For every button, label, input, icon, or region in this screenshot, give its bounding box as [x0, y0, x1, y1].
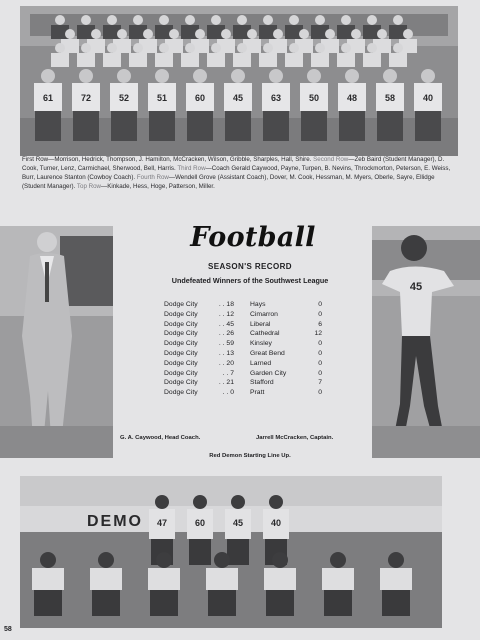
jersey-number: 45 [232, 93, 244, 103]
player-head [247, 29, 257, 39]
back-helmet [231, 495, 245, 509]
lineup-photo [20, 476, 442, 628]
score-row-opponent [250, 359, 322, 369]
opponent-name: Cimarron [250, 310, 278, 318]
back-helmet [269, 495, 283, 509]
lineman-legs [266, 590, 294, 616]
opponent-name: Stafford [250, 379, 274, 387]
player-head [143, 29, 153, 39]
player-head [55, 15, 65, 25]
player-head [107, 43, 117, 53]
score-row-opponent [250, 378, 322, 388]
lineman-helmet [388, 552, 404, 568]
player-body [259, 53, 277, 67]
back-jersey-number: 40 [270, 518, 282, 528]
jersey-number: 60 [194, 93, 206, 103]
second-row-label: Second Row [313, 156, 349, 163]
jersey-number: 52 [118, 93, 130, 103]
score-row-dodge-city [164, 378, 234, 388]
team-score: . . 20 [218, 359, 234, 367]
opponent-name: Larned [250, 359, 272, 367]
back-legs [189, 539, 211, 565]
player-head [159, 15, 169, 25]
player-head [193, 69, 207, 83]
jersey-number: 58 [384, 93, 396, 103]
player-head [41, 69, 55, 83]
score-row-opponent [250, 349, 322, 359]
jersey-number: 72 [80, 93, 92, 103]
team-score: . . 0 [222, 389, 234, 397]
player-head [185, 15, 195, 25]
score-row-dodge-city [164, 329, 234, 339]
player-head [211, 15, 221, 25]
score-row-opponent [250, 329, 322, 339]
player-head [421, 69, 435, 83]
jersey-number: 50 [308, 93, 320, 103]
player-head [299, 29, 309, 39]
player-head [269, 69, 283, 83]
player-body [129, 53, 147, 67]
player-head [377, 29, 387, 39]
player-head [91, 29, 101, 39]
lineman-legs [150, 590, 178, 616]
lineman-jersey [380, 568, 412, 590]
player-head [55, 43, 65, 53]
player-legs [301, 111, 327, 141]
score-row-dodge-city [164, 320, 234, 330]
player-body [285, 53, 303, 67]
opponent-name: Garden City [250, 369, 287, 377]
player-head [65, 29, 75, 39]
back-jersey-number: 45 [232, 518, 244, 528]
player-head [133, 43, 143, 53]
player-head [289, 43, 299, 53]
score-row-dodge-city [164, 339, 234, 349]
lineman-jersey [90, 568, 122, 590]
player-legs [111, 111, 137, 141]
team-score: . . 13 [218, 349, 234, 357]
score-row-opponent [250, 388, 322, 398]
captain-jersey-number: 45 [409, 281, 423, 293]
team-score: . . 45 [218, 320, 234, 328]
lineman-helmet [330, 552, 346, 568]
opponent-score: 0 [318, 349, 322, 357]
top-row-names: —Kinkade, Hess, Hoge, Patterson, Miller. [101, 182, 215, 190]
lineman-jersey [206, 568, 238, 590]
player-head [273, 29, 283, 39]
player-head [403, 29, 413, 39]
opponent-score: 12 [314, 330, 322, 338]
team-score: . . 21 [218, 379, 234, 387]
lineman-helmet [214, 552, 230, 568]
team-name: Dodge City [164, 359, 198, 367]
fourth-row-label: Fourth Row [136, 173, 169, 181]
player-head [345, 69, 359, 83]
team-name: Dodge City [164, 320, 198, 328]
lineman-jersey [322, 568, 354, 590]
team-photo [20, 6, 458, 156]
score-row-dodge-city [164, 300, 234, 310]
team-photo-caption [22, 156, 458, 192]
score-row-opponent [250, 320, 322, 330]
player-body [181, 53, 199, 67]
score-row-dodge-city [164, 388, 234, 398]
scores-opponent-column [250, 300, 322, 398]
player-head [263, 43, 273, 53]
stadium-sign-text: DEMO [87, 513, 143, 530]
team-name: Dodge City [164, 301, 198, 308]
score-row-dodge-city [164, 310, 234, 320]
player-legs [377, 111, 403, 141]
player-head [393, 43, 403, 53]
player-body [155, 53, 173, 67]
lineman-legs [34, 590, 62, 616]
player-head [185, 43, 195, 53]
back-legs [227, 539, 249, 565]
back-jersey-number: 60 [194, 518, 206, 528]
player-body [103, 53, 121, 67]
player-head [117, 29, 127, 39]
team-score: . . 26 [218, 330, 234, 338]
back-helmet [193, 495, 207, 509]
player-head [367, 43, 377, 53]
player-head [341, 15, 351, 25]
player-head [231, 69, 245, 83]
jersey-number: 63 [270, 93, 282, 103]
player-head [159, 43, 169, 53]
player-head [351, 29, 361, 39]
team-score: . . 18 [218, 301, 234, 308]
lineman-jersey [148, 568, 180, 590]
player-legs [225, 111, 251, 141]
player-head [237, 15, 247, 25]
lineman-legs [324, 590, 352, 616]
player-body [363, 53, 381, 67]
player-legs [149, 111, 175, 141]
lineman-legs [92, 590, 120, 616]
team-name: Dodge City [164, 389, 198, 397]
team-score: . . 7 [222, 369, 234, 377]
player-head [341, 43, 351, 53]
opponent-name: Liberal [250, 320, 271, 328]
player-head [81, 43, 91, 53]
player-body [77, 53, 95, 67]
player-head [117, 69, 131, 83]
score-row-opponent [250, 300, 322, 310]
player-body [207, 53, 225, 67]
score-row-opponent [250, 369, 322, 379]
opponent-name: Great Bend [250, 349, 285, 357]
third-row-label: Third Row [177, 164, 206, 172]
player-head [237, 43, 247, 53]
lineman-legs [208, 590, 236, 616]
score-row-opponent [250, 339, 322, 349]
player-head [155, 69, 169, 83]
page-number: 58 [4, 626, 12, 633]
lineman-jersey [264, 568, 296, 590]
player-legs [339, 111, 365, 141]
lineman-helmet [156, 552, 172, 568]
team-name: Dodge City [164, 330, 198, 338]
jersey-number: 51 [156, 93, 168, 103]
player-legs [263, 111, 289, 141]
player-legs [187, 111, 213, 141]
player-head [393, 15, 403, 25]
player-body [311, 53, 329, 67]
page-title: Football [190, 222, 316, 253]
team-name: Dodge City [164, 369, 198, 377]
player-head [133, 15, 143, 25]
scores-dodge-city-column [164, 300, 234, 398]
lineman-jersey [32, 568, 64, 590]
player-legs [415, 111, 441, 141]
opponent-score: 6 [318, 320, 322, 328]
player-head [221, 29, 231, 39]
back-jersey-number: 47 [156, 518, 168, 528]
player-head [315, 15, 325, 25]
opponent-score: 0 [318, 359, 322, 367]
score-row-opponent [250, 310, 322, 320]
opponent-name: Kinsley [250, 340, 272, 348]
lineman-helmet [272, 552, 288, 568]
player-head [383, 69, 397, 83]
first-row-names: —Morrison, Hedrick, Thompson, J. Hamilton, McCracken, Wilson, Gribble, Sharples, Hall, Shire. [48, 156, 312, 163]
opponent-name: Hays [250, 301, 266, 308]
score-row-dodge-city [164, 349, 234, 359]
opponent-name: Pratt [250, 389, 265, 397]
lineman-helmet [98, 552, 114, 568]
opponent-score: 7 [318, 379, 322, 387]
player-head [107, 15, 117, 25]
lineman-legs [382, 590, 410, 616]
first-row-label: First Row [22, 156, 49, 163]
player-head [315, 43, 325, 53]
lineman-helmet [40, 552, 56, 568]
score-row-dodge-city [164, 359, 234, 369]
third-row-names: —Coach Gerald Caywood, Payne, Turpen, B. Nevins, Throckmorton, Peterson, E. Weiss, Burr, Laurence Stanton (Cowboy Coach). [22, 164, 451, 181]
jersey-number: 48 [346, 93, 358, 103]
player-body [51, 53, 69, 67]
coach-photo [0, 226, 113, 458]
opponent-score: 0 [318, 369, 322, 377]
opponent-score: 0 [318, 310, 322, 318]
player-head [263, 15, 273, 25]
opponent-name: Cathedral [250, 330, 280, 338]
team-score: . . 12 [218, 310, 234, 318]
player-head [169, 29, 179, 39]
team-name: Dodge City [164, 379, 198, 387]
back-helmet [155, 495, 169, 509]
player-head [367, 15, 377, 25]
top-row-label: Top Row [76, 182, 101, 190]
player-legs [73, 111, 99, 141]
team-name: Dodge City [164, 349, 198, 357]
player-body [389, 53, 407, 67]
score-row-dodge-city [164, 369, 234, 379]
player-head [195, 29, 205, 39]
player-body [233, 53, 251, 67]
player-head [289, 15, 299, 25]
season-record-subheading: Undefeated Winners of the Southwest League [171, 276, 329, 285]
lineup-caption: Red Demon Starting Line Up. [209, 453, 291, 459]
team-name: Dodge City [164, 310, 198, 318]
player-head [307, 69, 321, 83]
opponent-score: 0 [318, 340, 322, 348]
fourth-row-names: —Wendell Grove (Assistant Coach), Dover, M. Cook, Hessman, M. Myers, Oberle, Sayre, Ellidge (Student Manager). [22, 173, 435, 190]
player-head [81, 15, 91, 25]
jersey-number: 61 [42, 93, 54, 103]
second-row-names: —Zeb Baird (Student Manager), D. Cook, Turner, Lenz, Carmichael, Sherwood, Bell, Harris. [22, 156, 445, 172]
opponent-score: 0 [318, 301, 322, 308]
player-head [325, 29, 335, 39]
player-head [79, 69, 93, 83]
team-name: Dodge City [164, 340, 198, 348]
player-body [337, 53, 355, 67]
captain-photo [372, 226, 480, 458]
coach-caption: G. A. Caywood, Head Coach. [120, 435, 201, 441]
player-legs [35, 111, 61, 141]
captain-caption: Jarrell McCracken, Captain. [256, 435, 334, 441]
season-record-heading: SEASON'S RECORD [208, 262, 292, 271]
jersey-number: 40 [422, 93, 434, 103]
opponent-score: 0 [318, 389, 322, 397]
player-head [211, 43, 221, 53]
team-score: . . 59 [218, 340, 234, 348]
